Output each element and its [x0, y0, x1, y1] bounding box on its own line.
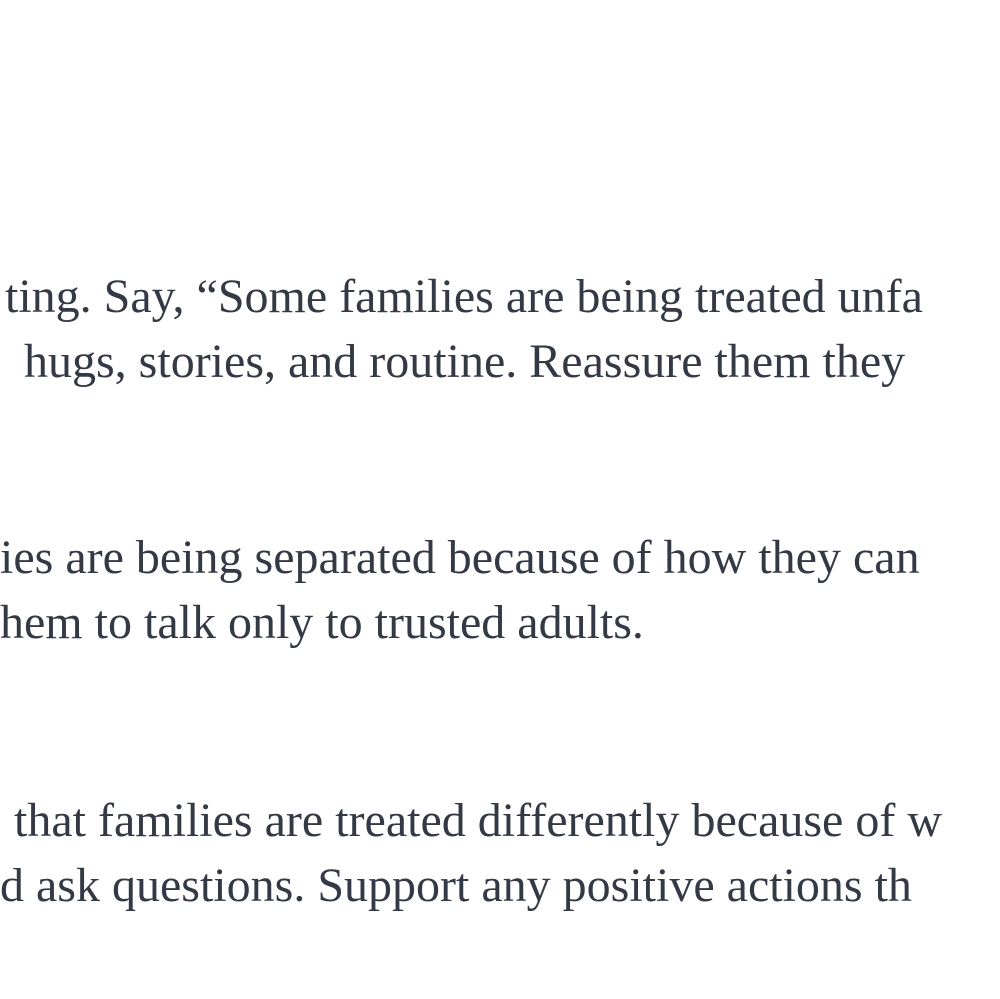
- paragraph-2-line-2: hem to talk only to trusted adults.: [0, 596, 644, 649]
- paragraph-1-line-2: hugs, stories, and routine. Reassure them they: [24, 335, 906, 388]
- paragraph-3-line-1: that families are treated differently because of w: [14, 794, 943, 847]
- paragraph-2-line-1: ies are being separated because of how they can: [0, 531, 920, 584]
- paragraph-1: [0, 264, 923, 394]
- paragraph-2: [0, 525, 920, 655]
- paragraph-1-line-1: ting. Say, “Some families are being treated unfa: [5, 270, 923, 323]
- paragraph-3: [0, 788, 942, 918]
- paragraph-3-line-2: d ask questions. Support any positive actions th: [0, 859, 912, 912]
